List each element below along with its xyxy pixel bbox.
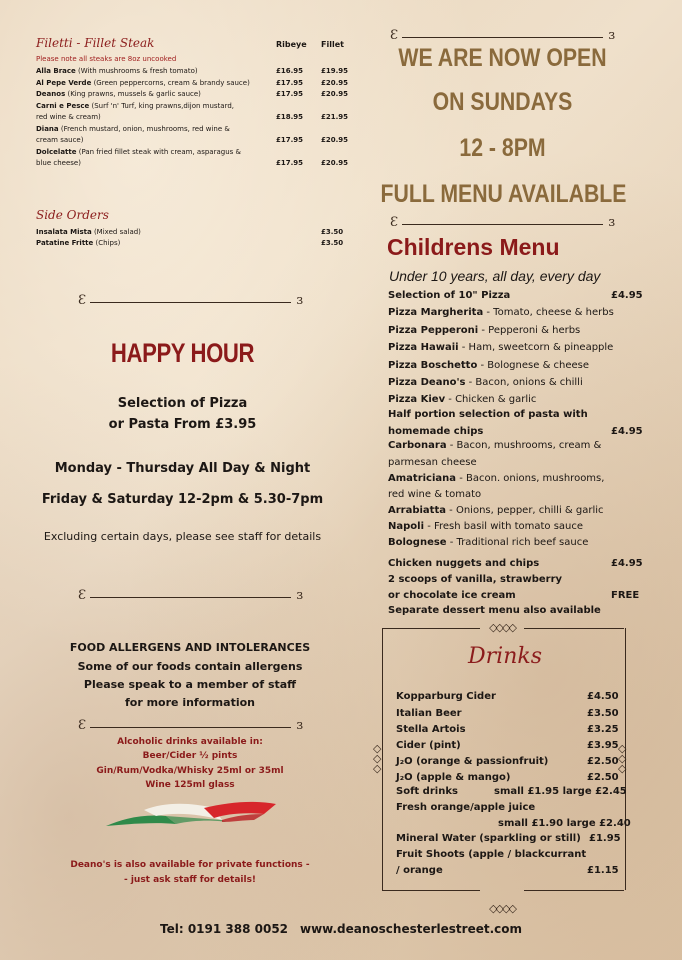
drink-price: £3.95: [587, 740, 619, 751]
pasta-desc: - Bacon, mushrooms, cream &: [446, 440, 602, 451]
icecream-price: FREE: [611, 590, 640, 601]
steak-fillet-price: £20.95: [321, 90, 349, 98]
steak-desc: (Green peppercorns, cream & brandy sauce): [93, 79, 250, 87]
drink-item: [396, 691, 496, 702]
ribeye-header: Ribeye: [276, 40, 307, 49]
steak-desc: (King prawns, mussels & garlic sauce): [67, 90, 201, 98]
pizza-price: £4.95: [611, 290, 643, 301]
pasta-name: Napoli: [388, 521, 425, 532]
divider-ornament: Ɛ ɜ: [78, 588, 303, 603]
nuggets-price: £4.95: [611, 558, 643, 569]
drink-price: £2.50: [587, 772, 619, 783]
pasta-header: Half portion selection of pasta with: [388, 409, 588, 420]
drinks-frame-top-right: [524, 628, 624, 629]
steaks-title: Filetti - Fillet Steak: [36, 36, 155, 50]
childrens-menu-subtitle: Under 10 years, all day, every day: [389, 268, 601, 284]
icecream-item: 2 scoops of vanilla, strawberry: [388, 574, 563, 585]
steak-name: Deanos: [36, 90, 66, 98]
pasta-price: £4.95: [611, 426, 643, 437]
drink-name: J₂O (apple & mango): [396, 772, 511, 783]
steak-item: [36, 78, 356, 89]
drinks-frame-bottom-left: [382, 890, 480, 891]
alcohol-info: Wine 125ml glass: [145, 780, 235, 790]
steak-ribeye-price: £17.95: [276, 159, 304, 167]
side-item: [36, 227, 356, 238]
divider-ornament: Ɛ ɜ: [78, 293, 303, 308]
juice-item: Fresh orange/apple juice: [396, 802, 536, 813]
happy-hour-times: Friday & Saturday 12-2pm & 5.30-7pm: [41, 492, 324, 507]
fruit-shoots-item: / orange: [396, 865, 443, 876]
drink-name: Cider (pint): [396, 740, 461, 751]
fruit-shoots-item: Fruit Shoots (apple / blackcurrant: [396, 849, 587, 860]
fruit-shoots-price: £1.15: [587, 865, 619, 876]
footer-website[interactable]: www.deanoschesterlestreet.com: [300, 922, 523, 936]
happy-hour-offer: Selection of Pizza: [117, 396, 248, 411]
drink-name: Kopparburg Cider: [396, 691, 496, 702]
functions-info: - just ask staff for details!: [123, 875, 257, 885]
pizza-name: Pizza Pepperoni: [388, 325, 479, 336]
steak-ribeye-price: £17.95: [276, 136, 304, 144]
side-desc: (Chips): [95, 239, 121, 247]
water-price: £1.95: [589, 833, 621, 844]
drink-item: [396, 756, 548, 767]
steak-desc: (French mustard, onion, mushrooms, red wine &: [60, 125, 230, 133]
pasta-desc: - Fresh basil with tomato sauce: [424, 521, 584, 532]
allergens-text: for more information: [124, 696, 255, 709]
pasta-desc: - Bacon. onions, mushrooms,: [456, 473, 605, 484]
alcohol-info: Gin/Rum/Vodka/Whisky 25ml or 35ml: [96, 766, 284, 776]
steak-ribeye-price: £18.95: [276, 113, 304, 121]
full-menu-available: FULL MENU AVAILABLE: [380, 180, 627, 208]
pizza-name: Pizza Hawaii: [388, 342, 459, 353]
pasta-name: Arrabiatta: [388, 505, 446, 516]
drink-price: £4.50: [587, 691, 619, 702]
happy-hour-title: HAPPY HOUR: [110, 338, 255, 368]
pasta-desc: red wine & tomato: [388, 489, 482, 500]
steak-name: Carni e Pesce: [36, 102, 90, 110]
drink-price: £3.50: [587, 708, 619, 719]
side-name: Patatine Fritte: [36, 239, 94, 247]
alcohol-info: Beer/Cider ½ pints: [142, 751, 238, 761]
pizza-desc: - Ham, sweetcorn & pineapple: [458, 342, 614, 353]
divider-ornament: Ɛ ɜ: [390, 28, 615, 43]
soft-drinks-price: small £1.95 large £2.45: [494, 786, 627, 797]
steaks-note: Please note all steaks are 8oz uncooked: [36, 55, 177, 63]
drink-name: J₂O (orange & passionfruit): [396, 756, 549, 767]
pasta-header: homemade chips: [388, 426, 484, 437]
pizza-item: [388, 322, 580, 340]
pasta-desc: - Traditional rich beef sauce: [446, 537, 589, 548]
pasta-name: Bolognese: [388, 537, 447, 548]
fillet-header: Fillet: [321, 40, 344, 49]
steak-desc: (Surf 'n' Turf, king prawns,dijon mustard,: [91, 102, 235, 110]
sundays-hours: 12 - 8PM: [459, 134, 546, 162]
pasta-name: Carbonara: [388, 440, 447, 451]
steak-name: Alla Brace: [36, 67, 76, 75]
allergens-text: Some of our foods contain allergens: [77, 660, 303, 673]
italian-flag-swoosh: [104, 796, 279, 830]
soft-drinks-item: Soft drinks: [396, 786, 458, 797]
steak-fillet-price: £19.95: [321, 67, 349, 75]
steak-fillet-price: £20.95: [321, 159, 349, 167]
divider-ornament: Ɛ ɜ: [78, 718, 303, 733]
allergens-title: FOOD ALLERGENS AND INTOLERANCES: [69, 641, 311, 654]
drink-price: £2.50: [587, 756, 619, 767]
footer-phone: Tel: 0191 388 0052: [160, 922, 289, 936]
steak-name: Diana: [36, 125, 59, 133]
steak-item: [36, 101, 356, 123]
drinks-frame-ornament: ◇◇◇◇: [489, 621, 515, 634]
water-item: Mineral Water (sparkling or still): [396, 833, 581, 844]
pizza-item: [388, 339, 613, 357]
pizza-desc: - Pepperoni & herbs: [478, 325, 581, 336]
childrens-menu-title: Childrens Menu: [387, 234, 560, 260]
drink-item: [396, 724, 466, 735]
drink-item: [396, 708, 462, 719]
icecream-item: or chocolate ice cream: [388, 590, 516, 601]
drink-name: Italian Beer: [396, 708, 462, 719]
pizza-name: Pizza Kiev: [388, 394, 446, 405]
steak-name: Dolcelatte: [36, 148, 77, 156]
divider-ornament: Ɛ ɜ: [390, 215, 615, 230]
steak-desc-cont: red wine & cream): [36, 113, 101, 121]
drinks-frame-ornament: ◇◇◇◇: [489, 902, 515, 915]
side-name: Insalata Mista: [36, 228, 92, 236]
pasta-name: Amatriciana: [388, 473, 457, 484]
allergens-text: Please speak to a member of staff: [83, 678, 297, 691]
sides-title: Side Orders: [36, 208, 109, 222]
drinks-frame-bottom-right: [524, 890, 624, 891]
sundays-heading: ON SUNDAYS: [432, 88, 573, 116]
pizza-name: Pizza Boschetto: [388, 360, 478, 371]
steak-desc-cont: blue cheese): [36, 159, 81, 167]
happy-hour-offer: or Pasta From £3.95: [108, 417, 257, 432]
steak-desc-cont: cream sauce): [36, 136, 84, 144]
pasta-desc: parmesan cheese: [388, 457, 477, 468]
side-price: £3.50: [321, 228, 344, 236]
steak-fillet-price: £20.95: [321, 79, 349, 87]
steak-item: [36, 89, 356, 100]
steak-item: [36, 147, 356, 169]
steak-fillet-price: £20.95: [321, 136, 349, 144]
pizza-header: Selection of 10" Pizza: [388, 290, 511, 301]
drinks-frame-side-ornament: ◇ ◇ ◇: [373, 742, 381, 775]
sundays-heading: WE ARE NOW OPEN: [398, 44, 607, 72]
steak-ribeye-price: £17.95: [276, 90, 304, 98]
nuggets-item: Chicken nuggets and chips: [388, 558, 540, 569]
pizza-name: Pizza Margherita: [388, 307, 484, 318]
side-desc: (Mixed salad): [93, 228, 141, 236]
juice-price: small £1.90 large £2.40: [498, 818, 631, 829]
pizza-item: [388, 357, 589, 375]
pasta-item: [388, 534, 588, 552]
side-price: £3.50: [321, 239, 344, 247]
pizza-desc: - Bolognese & cheese: [477, 360, 590, 371]
pizza-item: [388, 374, 583, 392]
drinks-frame-side-ornament: ◇ ◇ ◇: [618, 742, 626, 775]
pizza-desc: - Tomato, cheese & herbs: [483, 307, 614, 318]
functions-info: Deano's is also available for private functions -: [70, 860, 310, 870]
dessert-note: Separate dessert menu also available: [388, 605, 601, 616]
pizza-desc: - Bacon, onions & chilli: [465, 377, 583, 388]
drink-name: Stella Artois: [396, 724, 466, 735]
side-item: [36, 238, 356, 249]
alcohol-info: Alcoholic drinks available in:: [117, 737, 263, 747]
steak-desc: (With mushrooms & fresh tomato): [78, 67, 198, 75]
drink-item: [396, 740, 461, 751]
drink-item: [396, 772, 511, 783]
steak-item: [36, 124, 356, 146]
drink-price: £3.25: [587, 724, 619, 735]
drinks-frame-top-left: [382, 628, 480, 629]
drinks-title: Drinks: [468, 644, 542, 669]
pizza-desc: - Chicken & garlic: [445, 394, 537, 405]
pasta-desc: - Onions, pepper, chilli & garlic: [446, 505, 604, 516]
steak-item: [36, 66, 356, 77]
steak-ribeye-price: £16.95: [276, 67, 304, 75]
steak-desc: (Pan fried fillet steak with cream, asparagus &: [78, 148, 241, 156]
happy-hour-note: Excluding certain days, please see staff for details: [43, 530, 322, 543]
steak-name: Al Pepe Verde: [36, 79, 92, 87]
steak-fillet-price: £21.95: [321, 113, 349, 121]
pasta-item: [388, 437, 601, 455]
steak-ribeye-price: £17.95: [276, 79, 304, 87]
pizza-name: Pizza Deano's: [388, 377, 466, 388]
pizza-item: [388, 304, 614, 322]
happy-hour-times: Monday - Thursday All Day & Night: [54, 461, 311, 476]
